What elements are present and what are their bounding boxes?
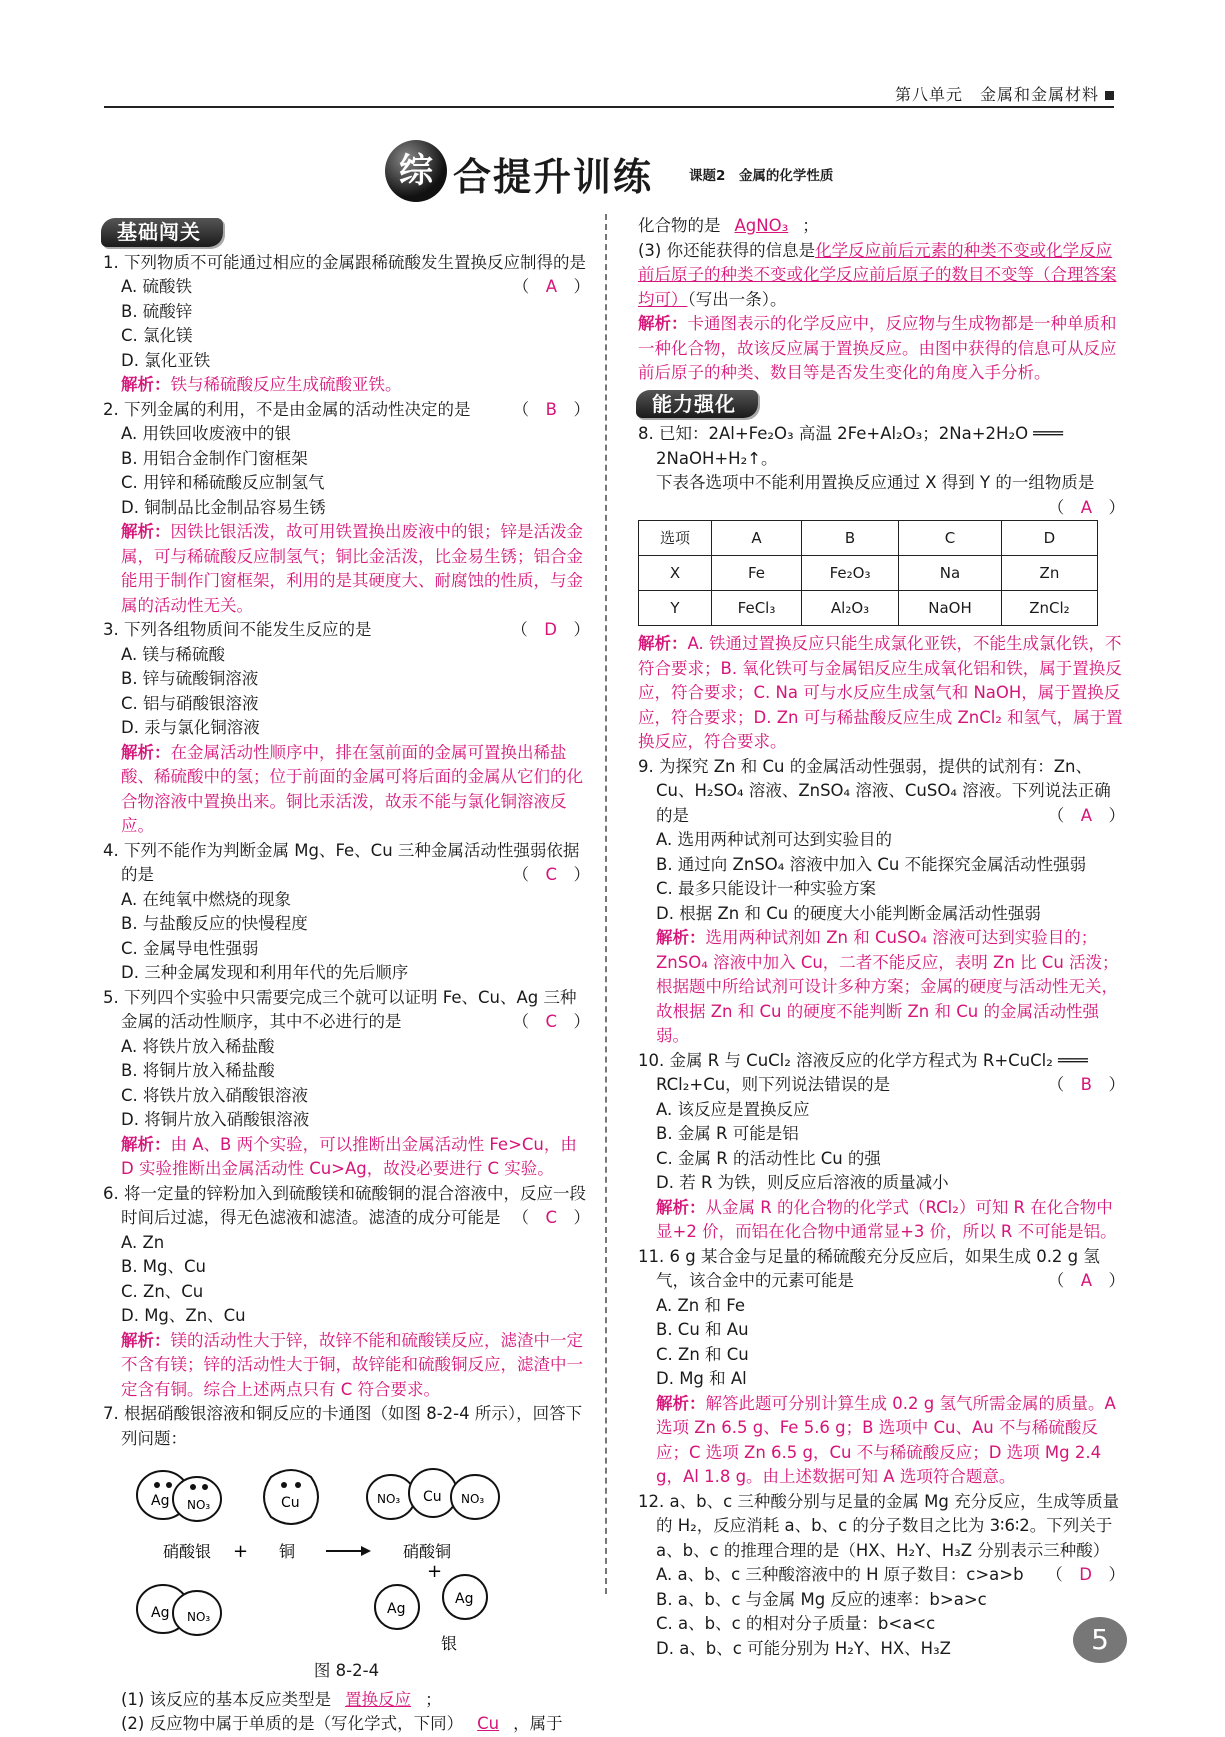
question-1: [103, 251, 590, 398]
question-text: 2. 下列金属的利用，不是由金属的活动性决定的是 （ B ）: [103, 398, 590, 423]
title-ball: 综: [385, 140, 447, 202]
copper-atom: [264, 1470, 318, 1524]
svg-text:铜: 铜: [279, 1542, 296, 1561]
q7-part-2: (2) 反应物中属于单质的是（写化学式，下同） Cu ，属于: [121, 1714, 563, 1733]
table-row: Y FeCl₃ Al₂O₃ NaOH ZnCl₂: [639, 591, 1098, 626]
option-c: C. Zn 和 Cu: [656, 1344, 749, 1364]
question-text: 12. a、b、c 三种酸分别与足量的金属 Mg 充分反应，生成等质量的 H₂，反应消耗 a、b、c 的分子数目之比为 3∶6∶2。下列关于 a、b、c 的推理合理的是（HX、H₂Y、H₃Z 分别表示三种酸） （ D ）: [638, 1490, 1125, 1564]
svg-text:NO₃: NO₃: [187, 1610, 211, 1624]
question-text: 10. 金属 R 与 CuCl₂ 溶液反应的化学方程式为 R+CuCl₂ ═══ RCl₂+Cu，则下列说法错误的是 （ B ）: [638, 1049, 1125, 1098]
option-b: B. 锌与硫酸铜溶液: [121, 669, 259, 688]
option-d: D. 氯化亚铁: [121, 350, 211, 370]
question-text: 6. 将一定量的锌粉加入到硫酸镁和硫酸铜的混合溶液中，反应一段时间后过滤，得无色滤液和滤渣。滤渣的成分可能是 （ C ）: [103, 1182, 590, 1231]
options: [103, 888, 590, 986]
unit-title: 第八单元 金属和金属材料: [895, 82, 1114, 105]
option-a: A. 镁与稀硫酸: [121, 644, 225, 664]
option-c: C. 将铁片放入硝酸银溶液: [121, 1085, 309, 1105]
options: [103, 643, 590, 741]
option-d: D. 三种金属发现和利用年代的先后顺序: [121, 963, 409, 982]
question-text: 8. 已知：2Al+Fe₂O₃ 高温 2Fe+Al₂O₃；2Na+2H₂O ═══ 2NaOH+H₂↑。: [638, 424, 1064, 468]
answer: （ B ）: [512, 399, 590, 419]
svg-text:Cu: Cu: [423, 1489, 442, 1505]
option-b: B. 与盐酸反应的快慢程度: [121, 914, 308, 933]
option-c: C. 铝与硝酸银溶液: [121, 693, 259, 713]
title-sub: 课题2 金属的化学性质: [689, 168, 834, 184]
explanation: 解析：镁的活动性大于锌，故锌不能和硫酸镁反应，滤渣中一定不含有镁；锌的活动性大于铜，故锌能和硫酸铜反应，滤渣中一定含有铜。综合上述两点只有 C 符合要求。: [121, 1330, 583, 1399]
explanation: 解析：选用两种试剂如 Zn 和 CuSO₄ 溶液可达到实验目的；ZnSO₄ 溶液中加入 Cu，二者不能反应，表明 Zn 比 Cu 活泼；根据题中所给试剂可设计多种方案；金属的硬度与活动性无关，故根据 Zn 和 Cu 的硬度不能判断 Zn 和 Cu 的金属活动性强弱。: [656, 928, 1119, 1045]
option-c: C. a、b、c 的相对分子质量：b<a<c: [656, 1614, 936, 1633]
explanation: 解析：A. 铁通过置换反应只能生成氯化亚铁，不能生成氯化铁，不符合要求；B. 氧化铁可与金属铝反应生成氧化铝和铁，属于置换反应，符合要求；C. Na 可与水反应生成氢气和 NaOH，属于置换反应，符合要求；D. Zn 可与稀盐酸反应生成 ZnCl₂ 和氢气，属于置换反应，符合要求。: [638, 634, 1123, 751]
option-d: D. 铜制品比金制品容易生锈: [121, 497, 326, 517]
answer: （ C ）: [512, 1012, 590, 1031]
answer: （ D ）: [511, 620, 590, 639]
question-text: 11. 6 g 某合金与足量的稀硫酸充分反应后，如果生成 0.2 g 氢气，该合金中的元素可能是 （ A ）: [638, 1245, 1125, 1294]
svg-text:+: +: [427, 1561, 443, 1582]
page-number: 5: [1073, 1617, 1127, 1663]
explanation: 解析：卡通图表示的化学反应中，反应物与生成物都是一种单质和一种化合物，故该反应属于置换反应。由图中获得的信息可从反应前后原子的种类、数目等是否发生变化的角度入手分析。: [638, 314, 1117, 382]
answer: （ A ）: [1047, 497, 1125, 517]
cartoon-illustration: [121, 1457, 561, 1657]
option-a: A. 将铁片放入稀盐酸: [121, 1036, 275, 1056]
option-b: B. 通过向 ZnSO₄ 溶液中加入 Cu 不能探究金属活动性强弱: [656, 854, 1087, 874]
left-column: [103, 214, 590, 1737]
options: [638, 1294, 1125, 1392]
option-d: D. 将铜片放入硝酸银溶液: [121, 1110, 310, 1129]
options: [103, 1231, 590, 1329]
section-basic: 基础闯关: [101, 218, 223, 247]
option-a: A. Zn 和 Fe: [656, 1295, 745, 1315]
answer-blank: Cu: [477, 1714, 500, 1733]
silver-atoms: [375, 1575, 487, 1629]
page-header: [104, 78, 1114, 108]
option-d: D. Mg 和 Al: [656, 1369, 747, 1388]
question-text: 1. 下列物质不可能通过相应的金属跟稀硫酸发生置换反应制得的是 （ A ）: [103, 251, 590, 276]
answer-blank: 置换反应: [345, 1689, 412, 1709]
explanation: 解析：因铁比银活泼，故可用铁置换出废液中的银；锌是活泼金属，可与稀硫酸反应制氢气；铜比金活泼，比金易生锈；铝合金能用于制作门窗框架，利用的是其硬度大、耐腐蚀的性质，与金属的活动性无关。: [121, 522, 583, 615]
option-b: B. a、b、c 与金属 Mg 反应的速率：b>a>c: [656, 1589, 987, 1609]
option-d: D. 汞与氯化铜溶液: [121, 718, 260, 737]
options: [638, 1098, 1125, 1196]
question-3: [103, 618, 590, 839]
answer: （ D ）: [1046, 1565, 1125, 1584]
copper-nitrate-molecule: [367, 1469, 499, 1519]
section-ability: 能力强化: [636, 390, 758, 419]
q7-continued: 化合物的是 AgNO₃ ； (3) 你还能获得的信息是化学反应前后元素的种类不变或化学反应前后原子的种类不变或化学反应前后原子的数目不变等（合理答案均可）（写出一条）。 解析：卡通图表示的化学反应中，反应物与生成物都是一种单质和一种化合物，故该反应属于置换反应。由图中获得的信息可从反应前后原子的种类、数目等是否发生变化的角度入手分析。: [638, 214, 1125, 386]
svg-text:Ag: Ag: [387, 1601, 406, 1617]
question-2: [103, 398, 590, 619]
q7-part-1: (1) 该反应的基本反应类型是 置换反应 ；: [121, 1689, 442, 1709]
option-d: D. a、b、c 可能分别为 H₂Y、HX、H₃Z: [656, 1638, 951, 1658]
option-b: B. Mg、Cu: [121, 1257, 206, 1276]
option-d: D. 若 R 为铁，则反应后溶液的质量减小: [656, 1173, 949, 1192]
svg-text:NO₃: NO₃: [377, 1492, 401, 1506]
figure-8-2-4: [121, 1457, 590, 1657]
svg-text:Cu: Cu: [281, 1495, 300, 1511]
explanation: 解析：由 A、B 两个实验，可以推断出金属活动性 Fe>Cu，由 D 实验推断出金属活动性 Cu>Ag，故没必要进行 C 实验。: [121, 1134, 577, 1178]
option-a: A. 用铁回收废液中的银: [121, 424, 291, 443]
option-b: B. 硫酸锌: [121, 301, 193, 321]
explanation: 解析：从金属 R 的化合物的化学式（RCl₂）可知 R 在化合物中显+2 价，而铝在化合物中通常显+3 价，所以 R 不可能是铝。: [656, 1197, 1117, 1241]
explanation: 解析：在金属活动性顺序中，排在氢前面的金属可置换出稀盐酸、稀硫酸中的氢；位于前面的金属可将后面的金属从它们的化合物溶液中置换出来。铜比汞活泼，故汞不能与氯化铜溶液反应。: [121, 742, 583, 835]
question-8: 8. 已知：2Al+Fe₂O₃ 高温 2Fe+Al₂O₃；2Na+2H₂O ═══ 2NaOH+H₂↑。 下表各选项中不能利用置换反应通过 X 得到 Y 的一组物质是 （ A ） 选项 A B C D X Fe Fe₂O₃ Na Zn Y FeCl₃ Al₂O₃ NaOH ZnCl₂ 解析：A. 铁通过置换反应只能生成氯化亚铁，不能生成氯化铁，不符合要求；B. 氧化铁可与金属铝反应生成氧化铝和铁，属于置换反应，符合要求；C. Na 可与水反应生成氢气和 NaOH，属于置换反应，符合要求；D. Zn 可与稀盐酸反应生成 ZnCl₂ 和氢气，属于置换反应，符合要求。: [638, 422, 1125, 755]
title-main: 合提升训练: [453, 155, 654, 199]
options: [638, 1563, 1064, 1661]
question-9: [638, 755, 1125, 1049]
options: [103, 275, 531, 373]
option-d: D. 根据 Zn 和 Cu 的硬度大小能判断金属活动性强弱: [656, 903, 1041, 923]
option-c: C. 用锌和稀硫酸反应制氢气: [121, 473, 325, 492]
explanation: 解析：解答此题可分别计算生成 0.2 g 氢气所需金属的质量。A 选项 Zn 6.5 g、Fe 5.6 g；B 选项中 Cu、Au 不与稀硫酸反应；C 选项 Zn 6.5 g，Cu 不与稀硫酸反应；D 选项 Mg 2.4 g，Al 1.8 g。由上述数据可知 A 选项符合题意。: [656, 1393, 1116, 1486]
options: [103, 1035, 590, 1133]
options-table: [638, 520, 1098, 626]
option-c: C. 金属 R 的活动性比 Cu 的强: [656, 1148, 881, 1168]
svg-text:硝酸铜: 硝酸铜: [403, 1542, 452, 1561]
question-text: 3. 下列各组物质间不能发生反应的是 （ D ）: [103, 618, 590, 643]
svg-text:银: 银: [441, 1634, 458, 1653]
silver-nitrate-molecule-1: [137, 1471, 221, 1521]
option-b: B. 金属 R 可能是铝: [656, 1124, 799, 1143]
option-a: A. 该反应是置换反应: [656, 1099, 810, 1119]
question-10: [638, 1049, 1125, 1245]
option-c: C. 金属导电性强弱: [121, 938, 259, 958]
option-b: B. 用铝合金制作门窗框架: [121, 448, 308, 468]
svg-text:NO₃: NO₃: [461, 1492, 485, 1506]
option-a: A. a、b、c 三种酸溶液中的 H 原子数目：c>a>b: [656, 1565, 1024, 1584]
silver-nitrate-molecule-2: [137, 1585, 221, 1635]
column-divider: [605, 214, 607, 1594]
answer: （ C ）: [512, 865, 590, 884]
answer-blank: 化学反应前后元素的种类不变或化学反应前后原子的种类不变或化学反应前后原子的数目不变等（合理答案均可）: [638, 240, 1117, 309]
question-5: [103, 986, 590, 1182]
square-icon: [1105, 91, 1114, 100]
svg-text:Ag: Ag: [151, 1605, 170, 1621]
option-a: A. 在纯氧中燃烧的现象: [121, 889, 291, 909]
options: [638, 828, 1125, 926]
svg-text:NO₃: NO₃: [187, 1498, 211, 1512]
options: [103, 422, 590, 520]
svg-text:Ag: Ag: [455, 1591, 474, 1607]
svg-text:+: +: [233, 1541, 249, 1562]
answer: （ C ）: [512, 1208, 590, 1227]
question-text: 4. 下列不能作为判断金属 Mg、Fe、Cu 三种金属活动性强弱依据的是 （ C ）: [103, 839, 590, 888]
answer-blank: AgNO₃: [734, 216, 789, 235]
option-b: B. 将铜片放入稀盐酸: [121, 1061, 275, 1080]
question-7: [103, 1402, 590, 1737]
option-c: C. 最多只能设计一种实验方案: [656, 879, 877, 898]
question-12: [638, 1490, 1125, 1662]
answer: （ A ）: [1047, 1271, 1125, 1290]
option-a: A. 硫酸铁: [121, 277, 192, 296]
table-row: X Fe Fe₂O₃ Na Zn: [639, 556, 1098, 591]
question-text: 5. 下列四个实验中只需要完成三个就可以证明 Fe、Cu、Ag 三种金属的活动性顺序，其中不必进行的是 （ C ）: [103, 986, 590, 1035]
question-6: [103, 1182, 590, 1403]
answer: （ A ）: [1047, 805, 1125, 825]
svg-text:硝酸银: 硝酸银: [163, 1542, 212, 1561]
option-a: A. 选用两种试剂可达到实验目的: [656, 830, 892, 849]
option-b: B. Cu 和 Au: [656, 1320, 749, 1339]
answer: （ B ）: [1047, 1075, 1125, 1094]
svg-text:Ag: Ag: [151, 1493, 170, 1509]
figure-caption: 图 8-2-4: [313, 1661, 380, 1680]
option-c: C. Zn、Cu: [121, 1281, 204, 1301]
option-a: A. Zn: [121, 1232, 165, 1252]
option-c: C. 氯化镁: [121, 326, 193, 345]
question-11: [638, 1245, 1125, 1490]
option-d: D. Mg、Zn、Cu: [121, 1306, 246, 1325]
question-text: 7. 根据硝酸银溶液和铜反应的卡通图（如图 8-2-4 所示），回答下列问题：: [103, 1404, 583, 1448]
answer: （ A ）: [512, 277, 590, 296]
table-row: 选项 A B C D: [639, 521, 1098, 556]
question-4: [103, 839, 590, 986]
explanation: 解析：铁与稀硫酸反应生成硫酸亚铁。: [121, 375, 402, 394]
right-column: [638, 214, 1125, 1661]
question-text: 9. 为探究 Zn 和 Cu 的金属活动性强弱，提供的试剂有：Zn、Cu、H₂SO₄ 溶液、ZnSO₄ 溶液、CuSO₄ 溶液。下列说法正确的是 （ A ）: [638, 755, 1125, 829]
